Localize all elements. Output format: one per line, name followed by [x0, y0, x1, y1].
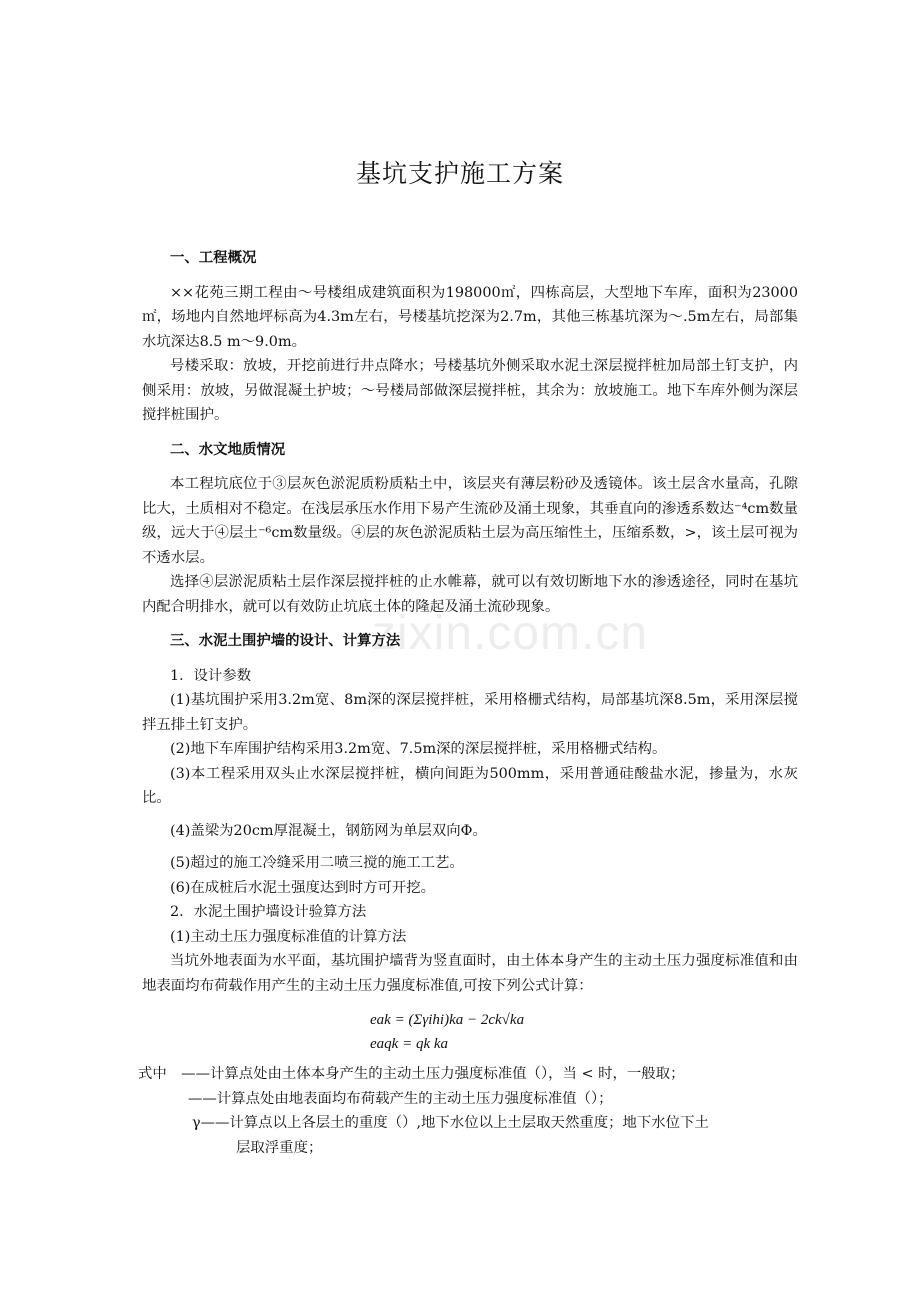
- section-2-heading: 二、水文地质情况: [170, 441, 286, 458]
- section-1-heading: 一、工程概况: [170, 250, 257, 266]
- subheading-method: 2．水泥土围护墙设计验算方法: [170, 904, 367, 920]
- section-3-heading: 三、水泥土围护墙的设计、计算方法: [170, 633, 401, 649]
- subheading-design-params: 1．设计参数: [170, 667, 252, 684]
- formula-eaqk: eaqk = qk ka: [370, 1036, 449, 1052]
- section-1-paragraph-2: 号楼采取：放坡，开挖前进行井点降水；号楼基坑外侧采取水泥土深层搅拌桩加局部土钉支护，内侧采用：放坡，另做混凝土护坡；～号楼局部做深层搅拌桩，其余为：放坡施工。地下车库外侧为深层搅拌桩围护。: [142, 358, 798, 423]
- subheading-active-pressure: (1)主动土压力强度标准值的计算方法: [170, 928, 407, 945]
- list-item: (4)盖梁为20cm厚混凝土，钢筋网为单层双向Φ。: [170, 822, 487, 839]
- list-item: (5)超过的施工冷缝采用二喷三搅的施工工艺。: [170, 855, 464, 871]
- document-title: 基坑支护施工方案: [355, 159, 564, 188]
- section-3-paragraph-1: 当坑外地表面为水平面，基坑围护墙背为竖直面时，由土体本身产生的主动土压力强度标准值和由地表面均布荷载作用产生的主动土压力强度标准值,可按下列公式计算：: [142, 953, 798, 994]
- watermark: zixin.com.cn: [372, 607, 649, 660]
- list-item: (3)本工程采用双头止水深层搅拌桩，横向间距为500mm，采用普通硅酸盐水泥，掺量为，水灰比。: [142, 765, 798, 806]
- legend-line: 层取浮重度；: [236, 1139, 323, 1156]
- legend-line: ——计算点处由地表面均布荷载产生的主动土压力强度标准值（）；: [188, 1090, 613, 1107]
- section-2-paragraph-2: 选择④层淤泥质粘土层作深层搅拌桩的止水帷幕，就可以有效切断地下水的渗透途径，同时在基坑内配合明排水，就可以有效防止坑底土体的隆起及涌土流砂现象。: [142, 574, 798, 615]
- document-body: [138, 236, 798, 1160]
- legend-line: 式中 ——计算点处由土体本身产生的主动土压力强度标准值（），当 < 时，一般取；: [138, 1066, 685, 1082]
- section-1-paragraph-1: ××花苑三期工程由～号楼组成建筑面积为198000㎡，四栋高层，大型地下车库，面积为23000㎡，场地内自然地坪标高为4.3m左右，号楼基坑挖深为2.7m，其他三栋基坑深为～.5m左右，局部集水坑深达8.5 m～9.0m。: [142, 284, 798, 350]
- formula-eak: eak = (Σγihi)ka − 2ck√ka: [370, 1012, 525, 1028]
- legend-line: γ——计算点以上各层土的重度（）,地下水位以上土层取天然重度；地下水位下土: [192, 1115, 709, 1131]
- list-item: (2)地下车库围护结构采用3.2m宽、7.5m深的深层搅拌桩，采用格栅式结构。: [170, 741, 667, 757]
- list-item: (1)基坑围护采用3.2m宽、8m深的深层搅拌桩，采用格栅式结构，局部基坑深8.5m，采用深层搅拌五排土钉支护。: [142, 692, 798, 733]
- list-item: (6)在成桩后水泥土强度达到时方可开挖。: [170, 879, 436, 896]
- formula-legend: [138, 1062, 798, 1160]
- formula-block: [370, 1008, 798, 1056]
- section-2-paragraph-1: 本工程坑底位于③层灰色淤泥质粉质粘土中，该层夹有薄层粉砂及透镜体。该土层含水量高，孔隙比大，土质相对不稳定。在浅层承压水作用下易产生流砂及涌土现象，其垂直向的渗透系数达⁻⁴cm数量级，远大于④层土⁻⁶cm数量级。④层的灰色淤泥质粘土层为高压缩性土，压缩系数，>，该土层可视为不透水层。: [142, 476, 798, 566]
